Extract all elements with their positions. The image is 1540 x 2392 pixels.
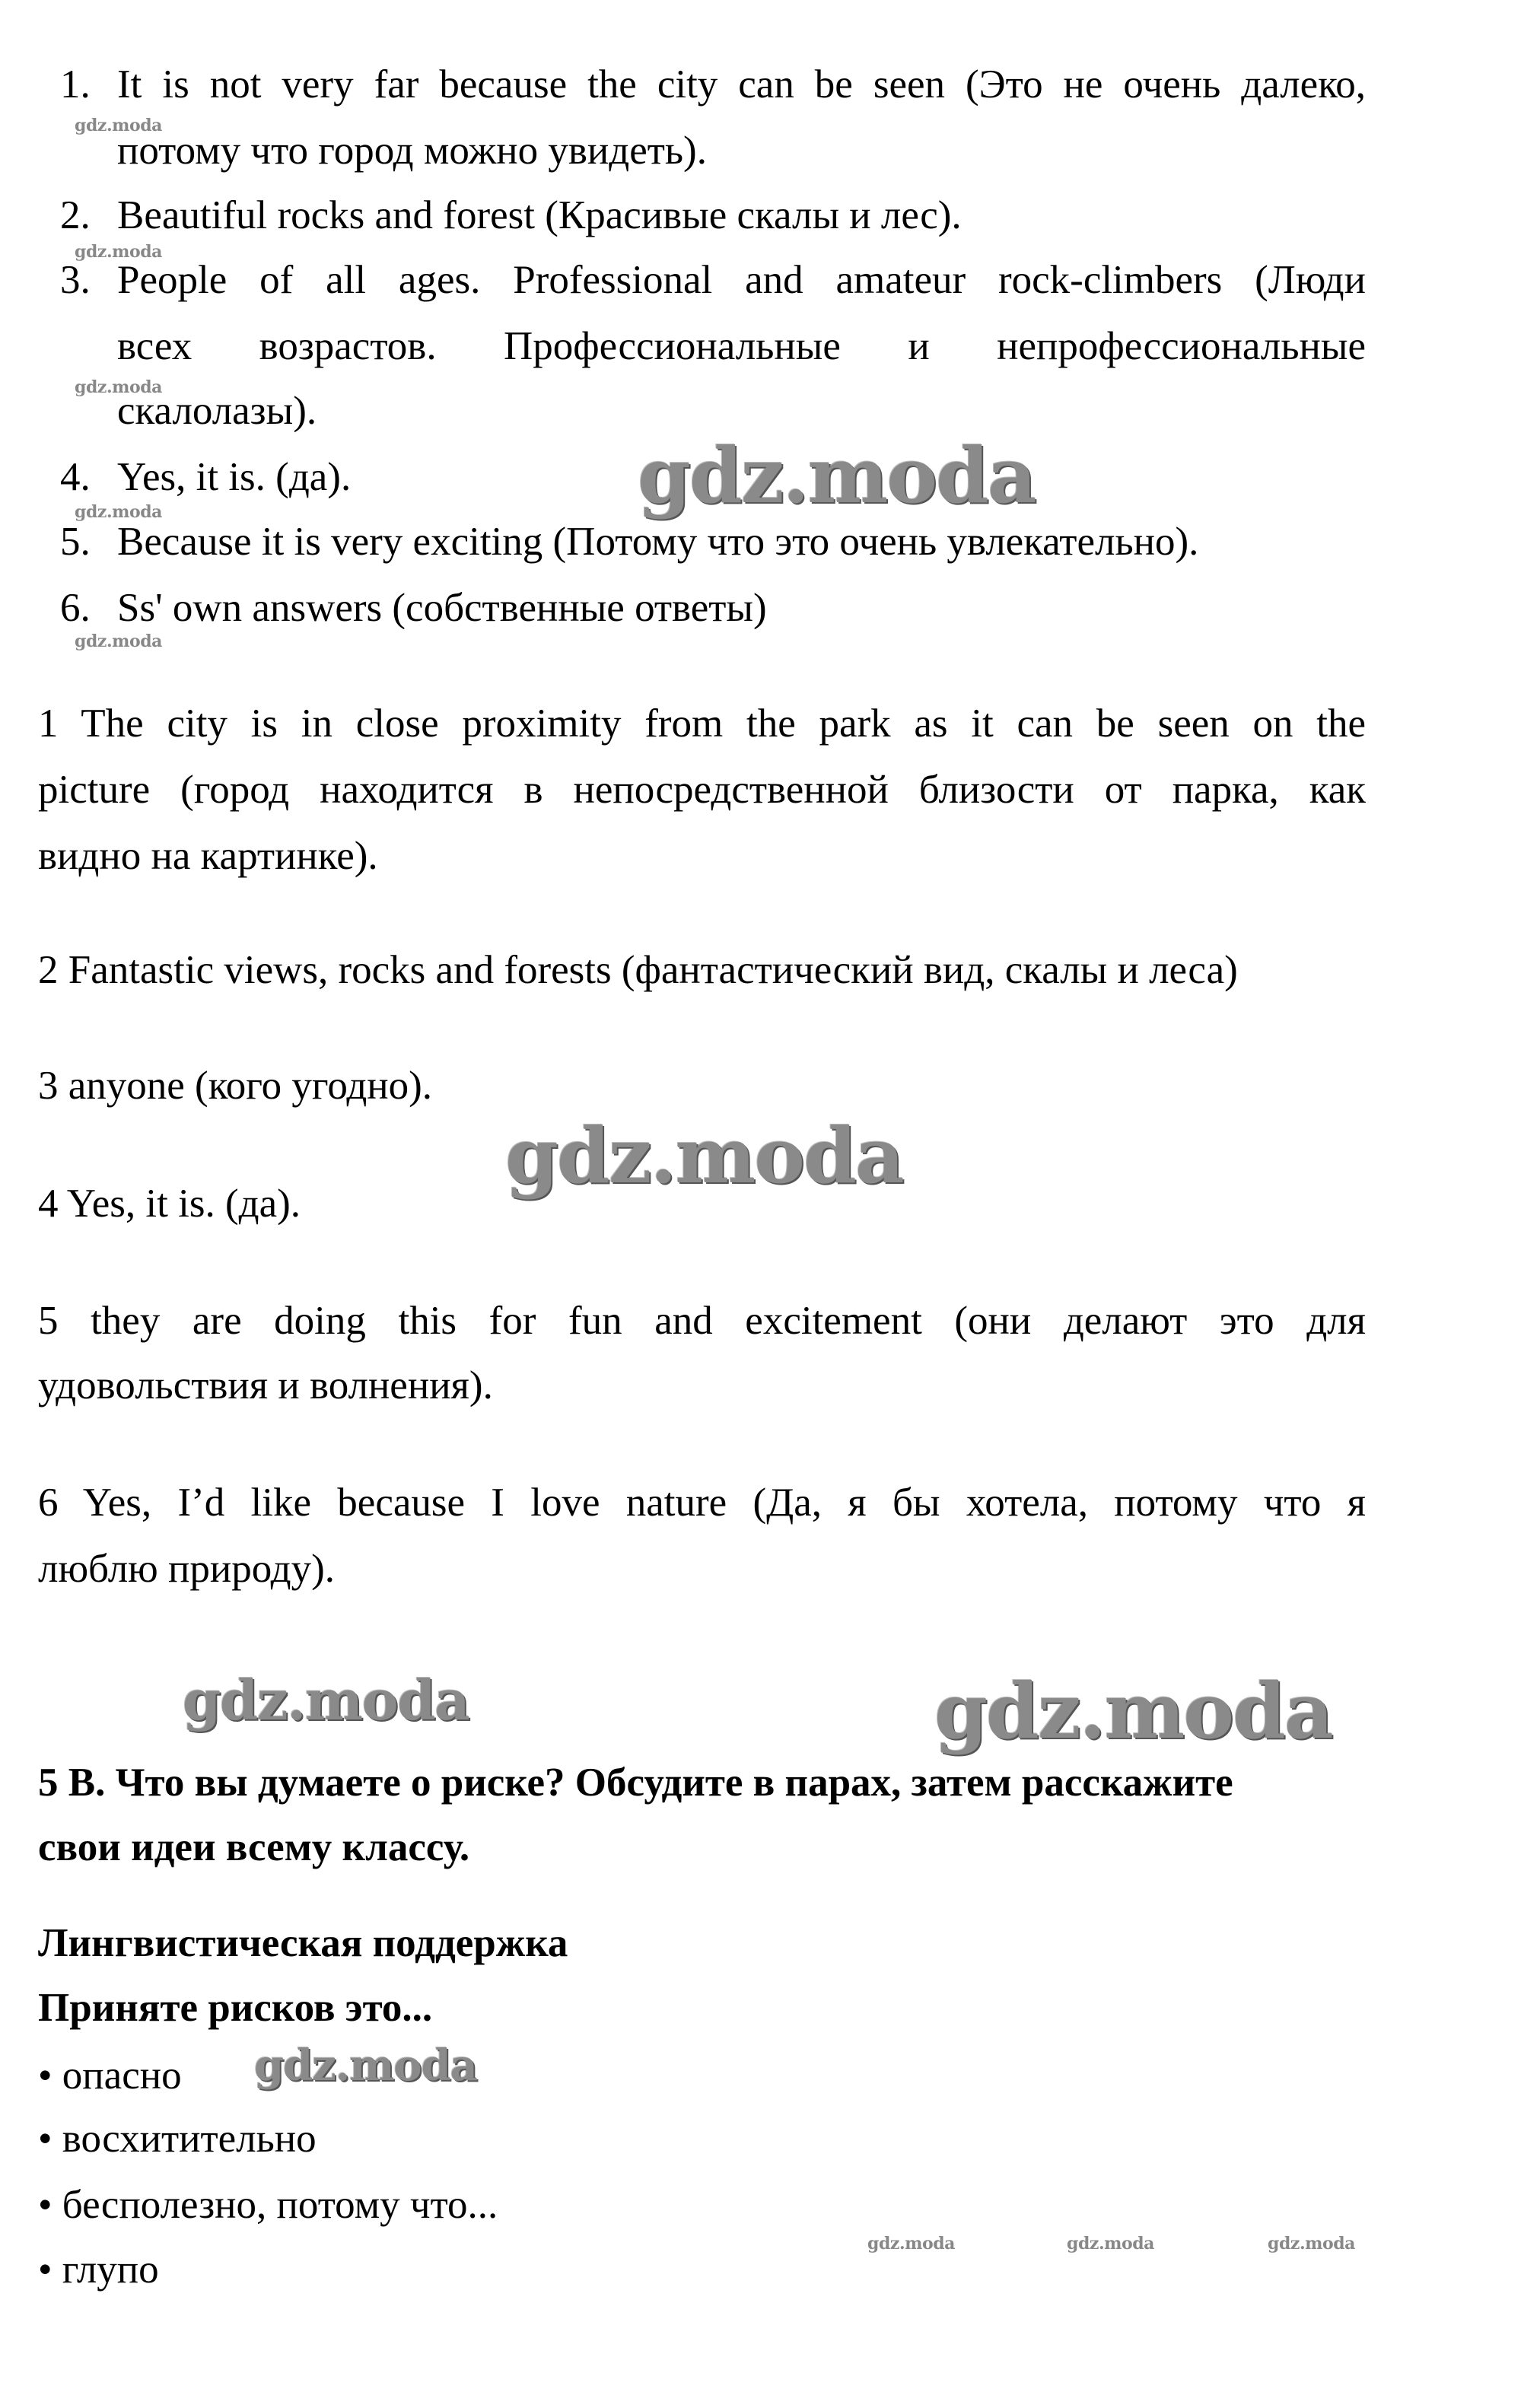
list-item-line: Yes, it is. (да). — [117, 455, 352, 499]
list-number: 1. — [60, 62, 91, 107]
list-number: 2. — [60, 193, 91, 237]
list-item-line: всех возрастов. Профессиональные и непрофессиональные — [117, 324, 1366, 368]
answer-line: 3 anyone (кого угодно). — [38, 1064, 433, 1108]
watermark: gdz.moda — [75, 242, 162, 262]
watermark: gdz.moda — [1268, 2234, 1355, 2254]
support-title: Лингвистическая поддержка — [38, 1921, 568, 1965]
list-number: 3. — [60, 258, 91, 302]
bullet-item: • восхитительно — [38, 2117, 317, 2161]
watermark: gdz.moda — [75, 631, 162, 651]
list-number: 4. — [60, 455, 91, 499]
answer-line: 4 Yes, it is. (да). — [38, 1182, 301, 1226]
answer-line: видно на картинке). — [38, 834, 378, 878]
answer-line: 5 they are doing this for fun and excitement (они делают это для — [38, 1299, 1366, 1343]
list-item-line: Beautiful rocks and forest (Красивые скалы и лес). — [117, 193, 962, 237]
task-heading: 5 B. Что вы думаете о риске? Обсудите в парах, затем расскажите — [38, 1761, 1233, 1805]
answer-line: picture (город находится в непосредственной близости от парка, как — [38, 768, 1366, 812]
watermark: gdz.moda — [934, 1666, 1332, 1756]
watermark: gdz.moda — [75, 377, 162, 397]
list-item-line: Ss' own answers (собственные ответы) — [117, 586, 767, 630]
bullet-item: • бесполезно, потому что... — [38, 2183, 498, 2227]
list-item-line: It is not very far because the city can be seen (Это не очень далеко, — [117, 62, 1366, 107]
list-item-line: Because it is very exciting (Потому что это очень увлекательно). — [117, 520, 1199, 564]
list-number: 5. — [60, 520, 91, 564]
watermark: gdz.moda — [1067, 2234, 1154, 2254]
list-item-line: скалолазы). — [117, 389, 317, 433]
watermark: gdz.moda — [867, 2234, 955, 2254]
answer-line: люблю природу). — [38, 1547, 336, 1591]
bullet-item: • глупо — [38, 2247, 159, 2292]
answer-line: 2 Fantastic views, rocks and forests (фантастический вид, скалы и леса) — [38, 948, 1238, 992]
list-item-line: потому что город можно увидеть). — [117, 129, 707, 173]
answer-line: 6 Yes, I’d like because I love nature (Да, я бы хотела, потому что я — [38, 1481, 1366, 1525]
answer-line: 1 The city is in close proximity from the park as it can be seen on the — [38, 701, 1366, 746]
task-heading: свои идеи всему классу. — [38, 1825, 470, 1869]
watermark: gdz.moda — [183, 1668, 469, 1732]
watermark: gdz.moda — [75, 116, 162, 135]
watermark: gdz.moda — [505, 1111, 903, 1201]
support-prompt: Приняте рисков это... — [38, 1986, 433, 2030]
watermark: gdz.moda — [254, 2041, 477, 2091]
list-item-line: People of all ages. Professional and amateur rock-climbers (Люди — [117, 258, 1366, 302]
watermark: gdz.moda — [638, 431, 1036, 520]
list-number: 6. — [60, 586, 91, 630]
answer-line: удовольствия и волнения). — [38, 1363, 493, 1408]
bullet-item: • опасно — [38, 2053, 182, 2098]
watermark: gdz.moda — [75, 502, 162, 522]
